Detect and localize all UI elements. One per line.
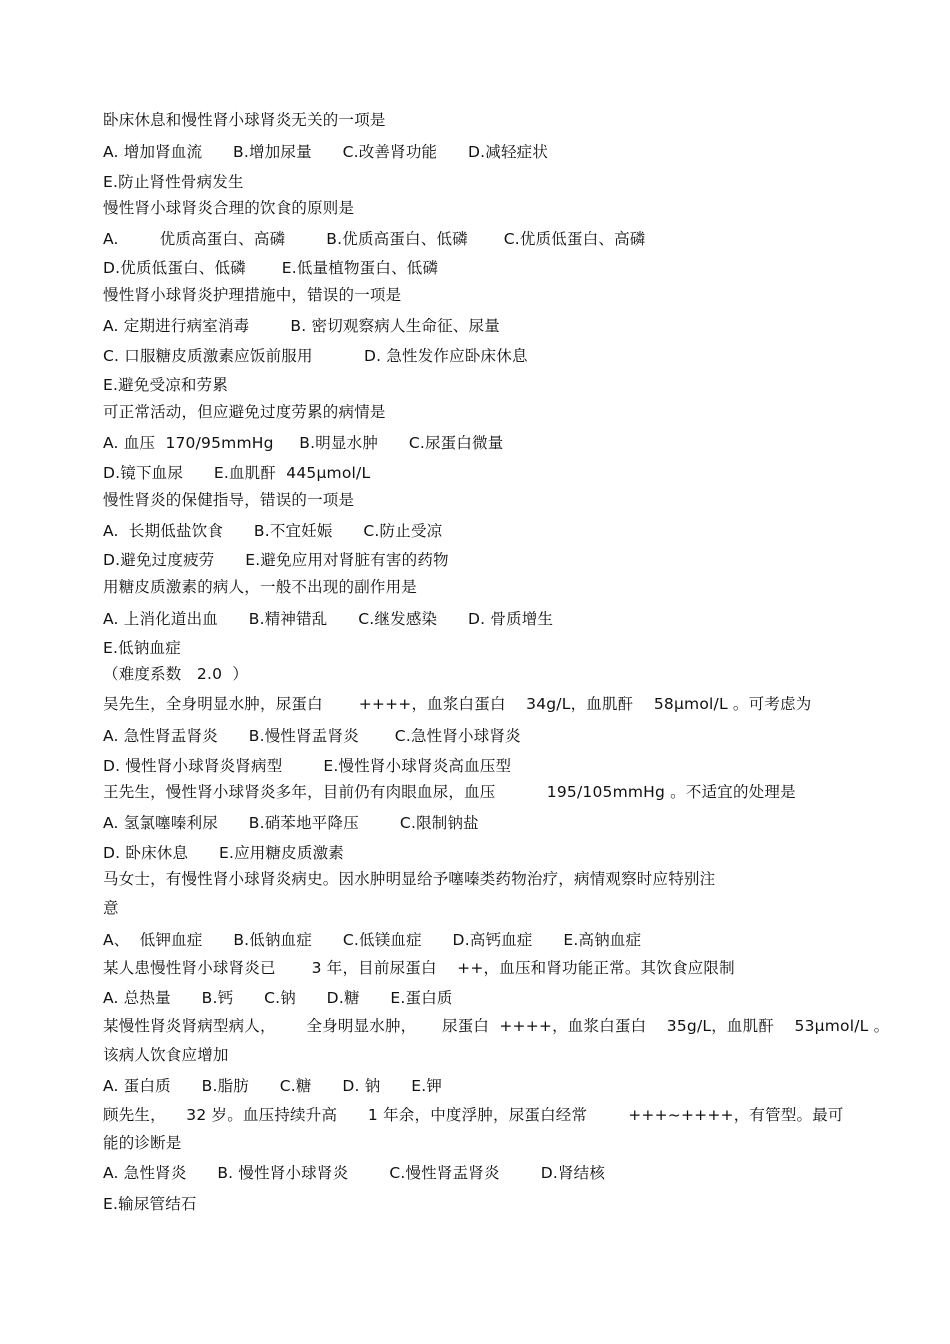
question-3-option-e: E.避免受凉和劳累 bbox=[103, 376, 229, 394]
question-7-options-d-e: D. 慢性肾小球肾炎肾病型 E.慢性肾小球肾炎高血压型 bbox=[103, 757, 512, 775]
question-6-options-a-d: A. 上消化道出血 B.精神错乱 C.继发感染 D. 骨质增生 bbox=[103, 610, 554, 628]
question-3-options-a-b: A. 定期进行病室消毒 B. 密切观察病人生命征、尿量 bbox=[103, 317, 500, 335]
question-3-stem: 慢性肾小球肾炎护理措施中，错误的一项是 bbox=[103, 286, 402, 304]
question-11-stem: 某慢性肾炎肾病型病人， 全身明显水肿， 尿蛋白 ++++，血浆白蛋白 35g/L，血肌酐 53μmol/L 。 bbox=[103, 1017, 890, 1035]
question-10-options: A. 总热量 B.钙 C.钠 D.糖 E.蛋白质 bbox=[103, 989, 453, 1007]
question-11-options: A. 蛋白质 B.脂肪 C.糖 D. 钠 E.钾 bbox=[103, 1077, 443, 1095]
question-1-stem: 卧床休息和慢性肾小球肾炎无关的一项是 bbox=[103, 111, 386, 129]
question-9-stem-continued: 意 bbox=[103, 899, 119, 917]
question-12-stem-continued: 能的诊断是 bbox=[103, 1134, 182, 1152]
question-6-option-e: E.低钠血症 bbox=[103, 639, 181, 657]
difficulty-label: （难度系数 2.0 ） bbox=[103, 665, 249, 683]
question-2-options-a-c: A. 优质高蛋白、高磷 B.优质高蛋白、低磷 C.优质低蛋白、高磷 bbox=[103, 230, 646, 248]
question-12-stem: 顾先生， 32 岁。血压持续升高 1 年余，中度浮肿，尿蛋白经常 +++~++++，有管型。最可 bbox=[103, 1106, 844, 1124]
question-10-stem: 某人患慢性肾小球肾炎已 3 年，目前尿蛋白 ++，血压和肾功能正常。其饮食应限制 bbox=[103, 959, 735, 977]
question-7-stem: 吴先生，全身明显水肿，尿蛋白 ++++，血浆白蛋白 34g/L，血肌酐 58μmol/L 。可考虑为 bbox=[103, 695, 812, 713]
question-4-options-a-c: A. 血压 170/95mmHg B.明显水肿 C.尿蛋白微量 bbox=[103, 434, 504, 452]
question-4-options-d-e: D.镜下血尿 E.血肌酐 445μmol/L bbox=[103, 464, 371, 482]
question-7-options-a-c: A. 急性肾盂肾炎 B.慢性肾盂肾炎 C.急性肾小球肾炎 bbox=[103, 727, 521, 745]
question-8-options-a-c: A. 氢氯噻嗪利尿 B.硝苯地平降压 C.限制钠盐 bbox=[103, 814, 479, 832]
question-9-stem: 马女士，有慢性肾小球肾炎病史。因水肿明显给予噻嗪类药物治疗，病情观察时应特别注 bbox=[103, 870, 716, 888]
question-5-stem: 慢性肾炎的保健指导，错误的一项是 bbox=[103, 491, 355, 509]
question-12-option-e: E.输尿管结石 bbox=[103, 1195, 197, 1213]
question-6-stem: 用糖皮质激素的病人，一般不出现的副作用是 bbox=[103, 578, 418, 596]
question-8-stem: 王先生，慢性肾小球肾炎多年，目前仍有肉眼血尿，血压 195/105mmHg 。不适宜的处理是 bbox=[103, 783, 796, 801]
question-8-options-d-e: D. 卧床休息 E.应用糖皮质激素 bbox=[103, 844, 344, 862]
question-5-options-a-c: A. 长期低盐饮食 B.不宜妊娠 C.防止受凉 bbox=[103, 522, 443, 540]
question-11-stem-continued: 该病人饮食应增加 bbox=[103, 1046, 229, 1064]
question-12-options-a-d: A. 急性肾炎 B. 慢性肾小球肾炎 C.慢性肾盂肾炎 D.肾结核 bbox=[103, 1164, 606, 1182]
question-3-options-c-d: C. 口服糖皮质激素应饭前服用 D. 急性发作应卧床休息 bbox=[103, 347, 528, 365]
question-4-stem: 可正常活动，但应避免过度劳累的病情是 bbox=[103, 403, 386, 421]
question-5-options-d-e: D.避免过度疲劳 E.避免应用对肾脏有害的药物 bbox=[103, 551, 449, 569]
question-1-option-e: E.防止肾性骨病发生 bbox=[103, 173, 244, 191]
question-9-options: A、 低钾血症 B.低钠血症 C.低镁血症 D.高钙血症 E.高钠血症 bbox=[103, 931, 642, 949]
question-1-options-a-d: A. 增加肾血流 B.增加尿量 C.改善肾功能 D.减轻症状 bbox=[103, 143, 549, 161]
question-2-options-d-e: D.优质低蛋白、低磷 E.低量植物蛋白、低磷 bbox=[103, 259, 439, 277]
question-2-stem: 慢性肾小球肾炎合理的饮食的原则是 bbox=[103, 199, 355, 217]
